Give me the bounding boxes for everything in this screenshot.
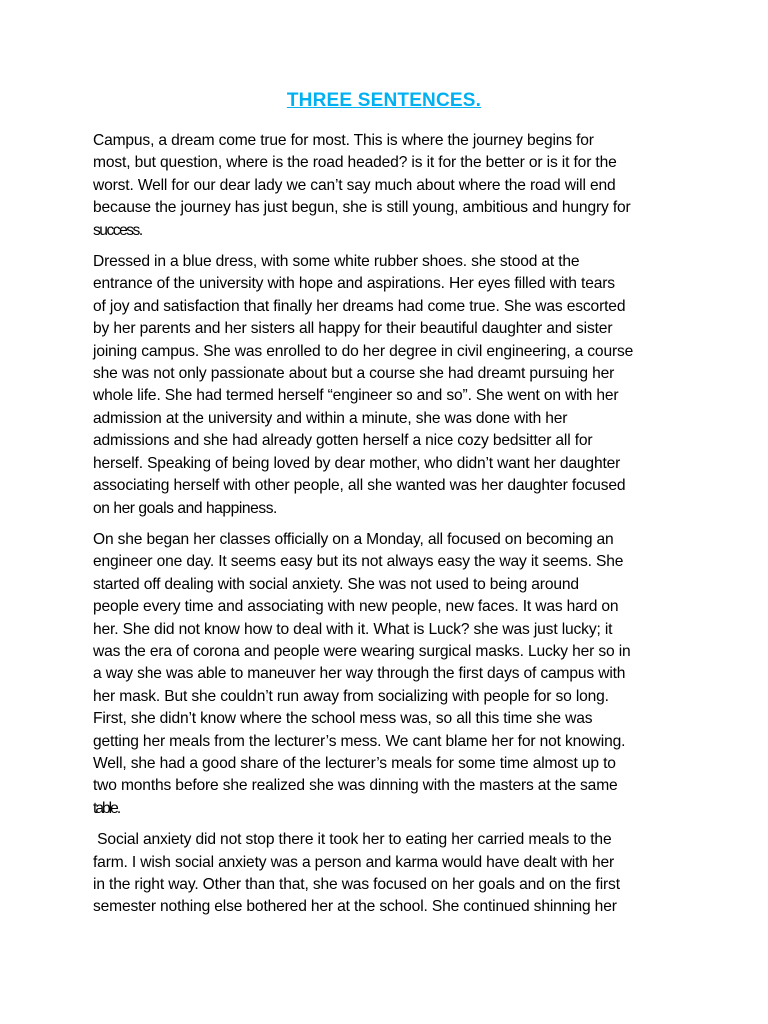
paragraph-line: admission at the university and within a minute, she was done with her xyxy=(93,409,568,427)
paragraph-line: entrance of the university with hope and aspirations. Her eyes filled with tears xyxy=(93,275,615,293)
paragraph-line: her. She did not know how to deal with it. What is Luck? she was just lucky; it xyxy=(93,620,613,638)
paragraph-line: was the era of corona and people were wearing surgical masks. Lucky her so in xyxy=(93,642,631,660)
paragraph-line: on her goals and happiness. xyxy=(93,499,277,517)
paragraph-line: Dressed in a blue dress, with some white rubber shoes. she stood at the xyxy=(93,253,580,271)
paragraph-line: by her parents and her sisters all happy for their beautiful daughter and sister xyxy=(93,320,613,338)
document-body xyxy=(93,130,693,928)
paragraph-line: whole life. She had termed herself “engineer so and so”. She went on with her xyxy=(93,387,619,405)
document-title: THREE SENTENCES. xyxy=(286,90,482,111)
paragraph-line: people every time and associating with new people, new faces. It was hard on xyxy=(93,598,619,616)
paragraph-line: herself. Speaking of being loved by dear mother, who didn’t want her daughter xyxy=(93,454,621,472)
paragraph-line: because the journey has just begun, she is still young, ambitious and hungry for xyxy=(93,199,631,217)
paragraph-line: semester nothing else bothered her at the school. She continued shinning her xyxy=(93,898,617,916)
paragraph-line: started off dealing with social anxiety. She was not used to being around xyxy=(93,575,579,593)
paragraph-line: two months before she realized she was dinning with the masters at the same xyxy=(93,777,618,795)
paragraph-line: Campus, a dream come true for most. This is where the journey begins for xyxy=(93,132,594,149)
paragraph-line: Well, she had a good share of the lecturer’s meals for some time almost up to xyxy=(93,754,616,772)
paragraph-line: her mask. But she couldn’t run away from socializing with people for so long. xyxy=(93,687,609,705)
paragraph-line: associating herself with other people, all she wanted was her daughter focused xyxy=(93,477,626,495)
paragraph-1 xyxy=(93,130,693,242)
paragraph-line: On she began her classes officially on a Monday, all focused on becoming an xyxy=(93,530,614,548)
paragraph-line: of joy and satisfaction that finally her dreams had come true. She was escorted xyxy=(93,297,626,315)
paragraph-line: a way she was able to maneuver her way through the first days of campus with xyxy=(93,665,626,683)
paragraph-line: success. xyxy=(93,221,142,239)
paragraph-line: Social anxiety did not stop there it took her to eating her carried meals to the xyxy=(93,831,612,849)
paragraph-line: in the right way. Other than that, she was focused on her goals and on the first xyxy=(93,876,620,893)
paragraph-line: admissions and she had already gotten herself a nice cozy bedsitter all for xyxy=(93,432,593,450)
paragraph-line: most, but question, where is the road headed? is it for the better or is it for the xyxy=(93,154,617,172)
paragraph-4 xyxy=(93,829,693,919)
paragraph-line: engineer one day. It seems easy but its not always easy the way it seems. She xyxy=(93,553,624,571)
paragraph-line: joining campus. She was enrolled to do her degree in civil engineering, a course xyxy=(93,342,634,360)
paragraph-line: worst. Well for our dear lady we can’t say much about where the road will end xyxy=(93,176,616,194)
paragraph-3 xyxy=(93,529,693,820)
paragraph-2 xyxy=(93,251,693,520)
paragraph-line: table. xyxy=(93,799,120,817)
paragraph-line: she was not only passionate about but a course she had dreamt pursuing her xyxy=(93,365,615,383)
paragraph-line: getting her meals from the lecturer’s mess. We cant blame her for not knowing. xyxy=(93,732,626,750)
paragraph-line: farm. I wish social anxiety was a person and karma would have dealt with her xyxy=(93,853,615,871)
paragraph-line: First, she didn’t know where the school mess was, so all this time she was xyxy=(93,710,593,728)
